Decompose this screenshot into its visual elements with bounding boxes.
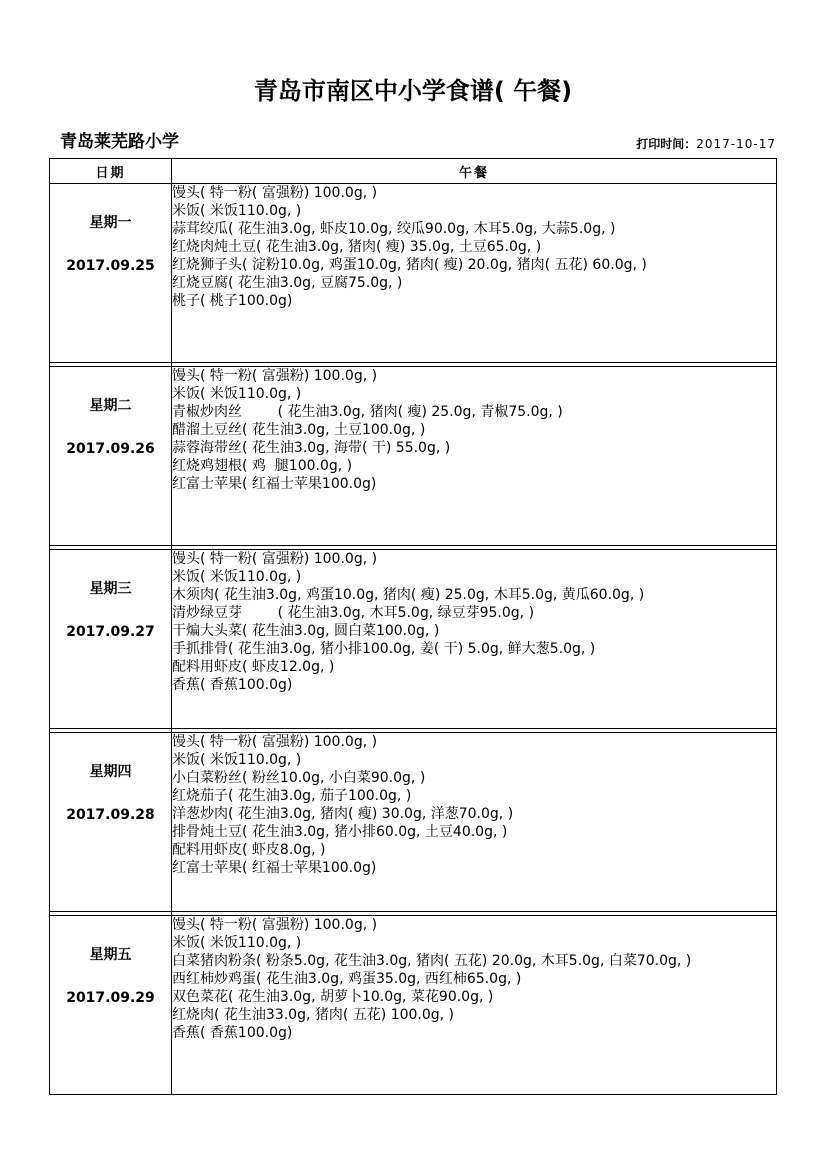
meal-items-cell (172, 733, 777, 912)
dish-item: 青椒炒肉丝 ( 花生油3.0g, 猪肉( 瘦) 25.0g, 青椒75.0g, ) (172, 404, 563, 420)
print-time-label: 打印时间： (636, 137, 697, 151)
menu-table (49, 158, 777, 1095)
date-label: 2017.09.25 (66, 258, 155, 274)
print-time-value: 2017-10-17 (696, 137, 776, 151)
dish-item: 馒头( 特一粉( 富强粉) 100.0g, ) (172, 734, 378, 750)
date-label: 2017.09.29 (66, 990, 155, 1006)
date-cell (50, 184, 172, 363)
date-cell (50, 550, 172, 729)
date-cell (50, 916, 172, 1095)
dish-item: 香蕉( 香蕉100.0g) (172, 677, 293, 693)
column-header-date: 日期 (50, 159, 172, 184)
weekday-label: 星期二 (89, 398, 132, 414)
dish-item: 木须肉( 花生油3.0g, 鸡蛋10.0g, 猪肉( 瘦) 25.0g, 木耳5.0g, 黄瓜60.0g, ) (172, 587, 645, 603)
page-title: 青岛市南区中小学食谱( 午餐) (253, 77, 573, 105)
table-row (50, 550, 777, 729)
table-row (50, 367, 777, 546)
weekday-label: 星期一 (89, 215, 132, 231)
dish-item: 馒头( 特一粉( 富强粉) 100.0g, ) (172, 917, 378, 933)
dish-item: 红烧狮子头( 淀粉10.0g, 鸡蛋10.0g, 猪肉( 瘦) 20.0g, 猪肉( 五花) 60.0g, ) (172, 257, 647, 273)
dish-item: 米饭( 米饭110.0g, ) (172, 386, 302, 402)
table-row (50, 916, 777, 1095)
dish-item: 排骨炖土豆( 花生油3.0g, 猪小排60.0g, 土豆40.0g, ) (172, 824, 508, 840)
date-label: 2017.09.28 (66, 807, 155, 823)
dish-item: 醋溜土豆丝( 花生油3.0g, 土豆100.0g, ) (172, 422, 426, 438)
weekday-label: 星期五 (89, 947, 132, 963)
dish-item: 红烧肉炖土豆( 花生油3.0g, 猪肉( 瘦) 35.0g, 土豆65.0g, ) (172, 239, 542, 255)
dish-item: 洋葱炒肉( 花生油3.0g, 猪肉( 瘦) 30.0g, 洋葱70.0g, ) (172, 806, 514, 822)
dish-item: 香蕉( 香蕉100.0g) (172, 1025, 293, 1041)
dish-item: 红烧鸡翅根( 鸡 腿100.0g, ) (172, 458, 353, 474)
dish-item: 桃子( 桃子100.0g) (172, 293, 293, 309)
weekday-label: 星期三 (89, 581, 132, 597)
table-header-row (50, 159, 777, 184)
dish-item: 干煸大头菜( 花生油3.0g, 圆白菜100.0g, ) (172, 623, 440, 639)
dish-item: 蒜茸绞瓜( 花生油3.0g, 虾皮10.0g, 绞瓜90.0g, 木耳5.0g, 大蒜5.0g, ) (172, 221, 616, 237)
dish-item: 手抓排骨( 花生油3.0g, 猪小排100.0g, 姜( 干) 5.0g, 鲜大葱5.0g, ) (172, 641, 596, 657)
dish-item: 蒜蓉海带丝( 花生油3.0g, 海带( 干) 55.0g, ) (172, 440, 451, 456)
dish-item: 米饭( 米饭110.0g, ) (172, 752, 302, 768)
menu-body (50, 184, 777, 1095)
meal-items-cell (172, 184, 777, 363)
dish-item: 红烧豆腐( 花生油3.0g, 豆腐75.0g, ) (172, 275, 403, 291)
column-header-lunch: 午餐 (172, 159, 777, 184)
dish-item: 米饭( 米饭110.0g, ) (172, 935, 302, 951)
dish-item: 小白菜粉丝( 粉丝10.0g, 小白菜90.0g, ) (172, 770, 426, 786)
dish-item: 米饭( 米饭110.0g, ) (172, 203, 302, 219)
dish-item: 馒头( 特一粉( 富强粉) 100.0g, ) (172, 368, 378, 384)
dish-item: 馒头( 特一粉( 富强粉) 100.0g, ) (172, 185, 378, 201)
weekday-label: 星期四 (89, 764, 132, 780)
table-row (50, 733, 777, 912)
dish-item: 红烧肉( 花生油33.0g, 猪肉( 五花) 100.0g, ) (172, 1007, 455, 1023)
meal-items-cell (172, 550, 777, 729)
dish-item: 红烧茄子( 花生油3.0g, 茄子100.0g, ) (172, 788, 412, 804)
dish-item: 双色菜花( 花生油3.0g, 胡萝卜10.0g, 菜花90.0g, ) (172, 989, 494, 1005)
dish-item: 配料用虾皮( 虾皮8.0g, ) (172, 842, 326, 858)
print-time (636, 136, 776, 152)
dish-item: 红富士苹果( 红福士苹果100.0g) (172, 860, 377, 876)
meal-items-cell (172, 916, 777, 1095)
dish-item: 清炒绿豆芽 ( 花生油3.0g, 木耳5.0g, 绿豆芽95.0g, ) (172, 605, 535, 621)
dish-item: 馒头( 特一粉( 富强粉) 100.0g, ) (172, 551, 378, 567)
table-row (50, 184, 777, 363)
dish-item: 配料用虾皮( 虾皮12.0g, ) (172, 659, 335, 675)
dish-item: 西红柿炒鸡蛋( 花生油3.0g, 鸡蛋35.0g, 西红柿65.0g, ) (172, 971, 522, 987)
date-label: 2017.09.27 (66, 624, 155, 640)
meal-items-cell (172, 367, 777, 546)
dish-item: 米饭( 米饭110.0g, ) (172, 569, 302, 585)
school-name: 青岛莱芜路小学 (60, 132, 179, 152)
date-cell (50, 733, 172, 912)
dish-item: 红富士苹果( 红福士苹果100.0g) (172, 476, 377, 492)
date-cell (50, 367, 172, 546)
dish-item: 白菜猪肉粉条( 粉条5.0g, 花生油3.0g, 猪肉( 五花) 20.0g, 木耳5.0g, 白菜70.0g, ) (172, 953, 692, 969)
date-label: 2017.09.26 (66, 441, 155, 457)
